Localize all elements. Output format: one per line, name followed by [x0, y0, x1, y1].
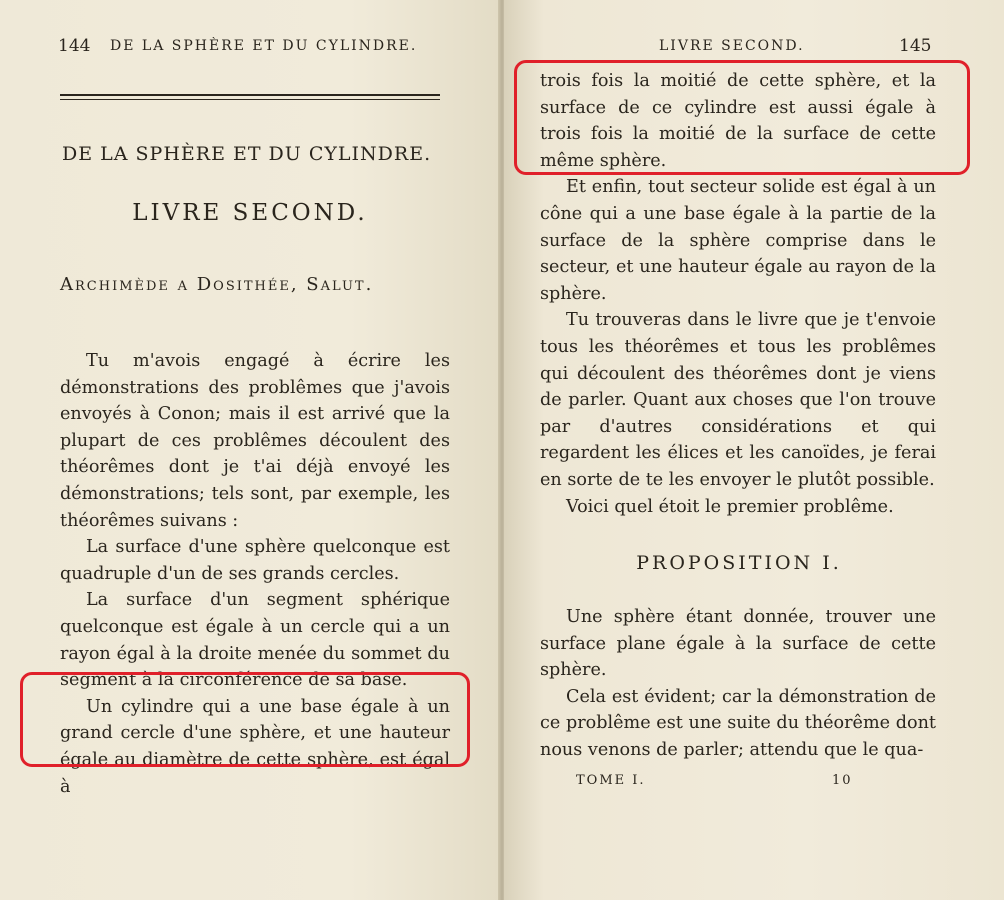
left-running-head: DE LA SPHÈRE ET DU CYLINDRE.: [110, 38, 418, 54]
paragraph: La surface d'une sphère quelconque est quadruple d'un de ses grands cercles.: [60, 537, 450, 584]
paragraph: La surface d'un segment sphérique quelconque est égale à un cercle qui a un rayon égal à la droite menée du sommet du segment à la circonférence de sa base.: [60, 590, 450, 691]
signature-tome: TOME I.: [576, 773, 646, 788]
proposition-title: PROPOSITION I.: [636, 552, 842, 574]
header-rule: [60, 94, 440, 100]
highlight-box-right: [514, 60, 970, 175]
signature-number: 10: [832, 773, 853, 788]
proposition-text: [540, 604, 936, 764]
paragraph: Cela est évident; car la démonstration de ce problême est une suite du théorême dont nous venons de parler; attendu que le qua-: [540, 686, 936, 760]
continuation-paragraph: trois fois la moitié de cette sphère, et la surface de ce cylindre est aussi égale à trois fois la moitié de la surface de cette même sphère.: [540, 71, 936, 171]
highlight-box-left: [20, 672, 470, 767]
section-title: DE LA SPHÈRE ET DU CYLINDRE.: [62, 143, 432, 165]
left-page-number: 144: [58, 36, 91, 56]
paragraph: Tu m'avois engagé à écrire les démonstrations des problêmes que j'avois envoyés à Conon; mais il est arrivé que la plupart de ces problêmes découlent des théorêmes dont je t'ai déjà envoyé les démonstrations; tels sont, par exemple, les théorêmes suivans :: [60, 351, 450, 531]
salutation: Archimède a Dosithée, Salut.: [60, 274, 374, 295]
paragraph: Voici quel étoit le premier problême.: [566, 496, 894, 517]
right-page-number: 145: [899, 36, 932, 56]
right-running-head: LIVRE SECOND.: [659, 38, 805, 54]
book-title: LIVRE SECOND.: [132, 200, 368, 226]
paragraph: Un cylindre qui a une base égale à un grand cercle d'une sphère, et une hauteur égale au diamètre de cette sphère, est égal à: [60, 696, 450, 797]
paragraph: Une sphère étant donnée, trouver une surface plane égale à la surface de cette sphère.: [540, 607, 936, 681]
paragraph: Tu trouveras dans le livre que je t'envoie tous les théorêmes et tous les problêmes qui découlent des théorêmes dont je viens de parler. Quant aux choses que l'on trouve par d'autres considérations et qui regardent les élices et les canoïdes, je ferai en sorte de te les envoyer le plutôt possible.: [540, 310, 936, 490]
paragraph: Et enfin, tout secteur solide est égal à un cône qui a une base égale à la partie de la surface de la sphère comprise dans le secteur, et une hauteur égale au rayon de la sphère.: [540, 177, 936, 304]
